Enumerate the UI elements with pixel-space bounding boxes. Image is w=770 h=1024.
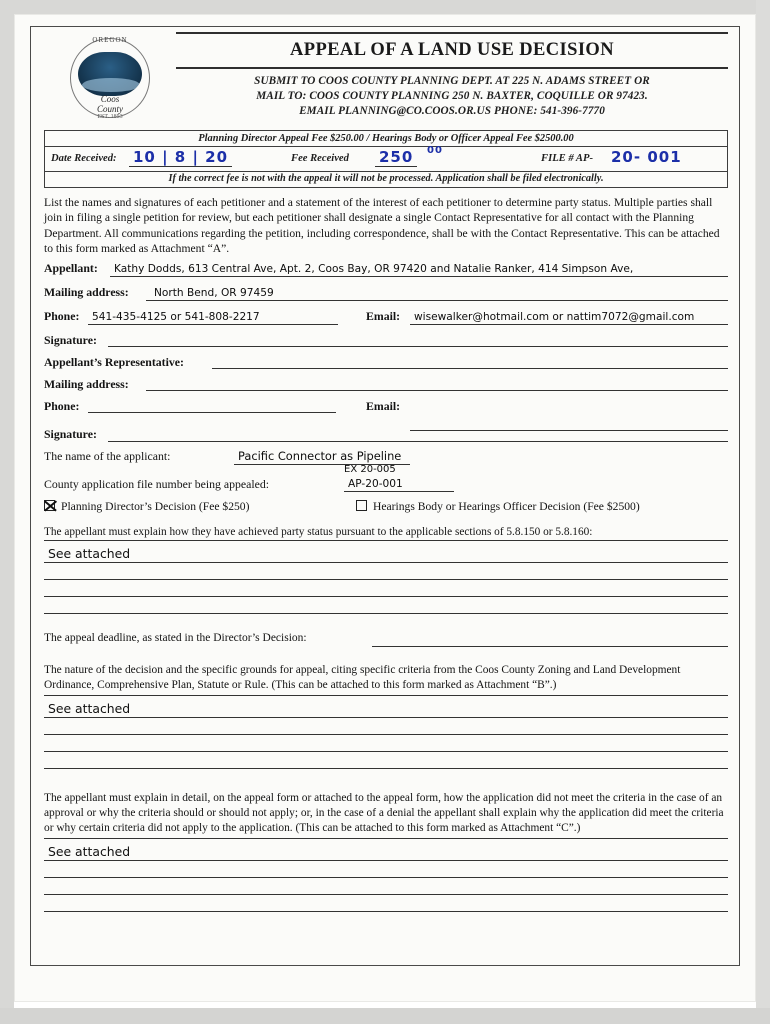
detail-note: The appellant must explain in detail, on the appeal form or attached to the appeal form, how the application did not meet the criteria in the case of an approval or why the criteria should or should not apply; or, in the case of a denial the appellant shall explain why the application did meet the criteria or why certain criteria did not apply to the application. (This can be attached to this form marked as Attachment “C”.)	[44, 791, 728, 839]
title-rule-bottom	[176, 67, 728, 69]
party-status-answer[interactable]: See attached	[48, 545, 131, 561]
email-value[interactable]: wisewalker@hotmail.com or nattim7072@gmail.com	[414, 310, 695, 323]
decision-type-options	[44, 498, 728, 520]
rep-signature-label: Signature:	[44, 426, 97, 441]
form-content	[44, 30, 728, 912]
rep-email-label: Email:	[366, 398, 401, 413]
seal-bottom-text: EST. 1853	[97, 114, 123, 120]
nature-note: The nature of the decision and the specific grounds for appeal, citing specific criteria from the Coos County Zoning and Land Development Ordinance, Comprehensive Plan, Statute or Rule. (This can be attached to this form marked as Attachment “B”.)	[44, 663, 728, 696]
page-title: APPEAL OF A LAND USE DECISION	[290, 40, 614, 60]
hearings-body-label: Hearings Body or Hearings Officer Decision (Fee $2500)	[373, 499, 640, 513]
mailing-address-field	[44, 281, 728, 305]
planning-director-option[interactable]	[44, 500, 249, 513]
intro-paragraph: List the names and signatures of each petitioner and a statement of the interest of each petitioner to determine party status. Multiple parties shall join in filing a single petition for review, but each petitioner shall designate a single Contact Representative for all contact with the Planning Department. All communications regarding the petition, including correspondence, shall be with the Contact Representative. This can be attached to this form marked as Attachment “A”.	[44, 196, 720, 256]
detail-blank-1[interactable]	[44, 877, 728, 878]
fee-box-row	[45, 147, 727, 171]
title-block	[176, 32, 728, 119]
phone-email-field	[44, 305, 728, 329]
fee-received-superscript: 00	[427, 145, 443, 156]
county-file-label: County application file number being appealed:	[44, 476, 270, 491]
nature-answer-row	[44, 696, 728, 718]
date-received-label: Date Received:	[51, 153, 117, 164]
party-status-answer-row	[44, 541, 728, 563]
fee-box-header: Planning Director Appeal Fee $250.00 / Hearings Body or Officer Appeal Fee $2500.00	[198, 133, 574, 144]
party-status-blank-1[interactable]	[44, 579, 728, 580]
planning-director-checkbox[interactable]	[44, 500, 55, 511]
representative-field	[44, 351, 728, 373]
applicant-name-sub-value[interactable]: EX 20-005	[344, 463, 396, 475]
signature-field	[44, 329, 728, 351]
hearings-body-option[interactable]	[356, 500, 640, 513]
nature-blank-1[interactable]	[44, 734, 728, 735]
appeal-deadline-field	[44, 630, 728, 650]
rep-signature-field	[44, 417, 728, 445]
title-rule-top	[176, 32, 728, 34]
party-status-note-wrap	[44, 526, 728, 541]
nature-answer[interactable]: See attached	[48, 700, 131, 716]
file-number-label: FILE # AP-	[541, 153, 593, 164]
page-edge-bottom	[0, 1008, 770, 1024]
page-edge-left	[0, 0, 14, 1024]
mailing-address-label: Mailing address:	[44, 284, 129, 299]
representative-label: Appellant’s Representative:	[44, 354, 184, 369]
fee-received-value: 250	[375, 148, 417, 167]
party-status-note: The appellant must explain how they have achieved party status pursuant to the applicable sections of 5.8.150 or 5.8.160:	[44, 525, 593, 538]
nature-blank-3[interactable]	[44, 768, 728, 769]
appeal-deadline-label: The appeal deadline, as stated in the Director’s Decision:	[44, 631, 307, 644]
mailing-address-value[interactable]: North Bend, OR 97459	[154, 286, 274, 299]
file-number-value: 20- 001	[611, 148, 682, 166]
fee-received-label: Fee Received	[291, 153, 349, 164]
fee-box-footer: If the correct fee is not with the appeal it will not be processed. Application shall be filed electronically.	[45, 171, 727, 184]
applicant-name-field	[44, 445, 728, 475]
appellant-value[interactable]: Kathy Dodds, 613 Central Ave, Apt. 2, Coos Bay, OR 97420 and Natalie Ranker, 414 Simpson Ave,	[114, 262, 634, 275]
county-file-number-field	[44, 469, 728, 495]
party-status-blank-3[interactable]	[44, 613, 728, 614]
phone-label: Phone:	[44, 308, 80, 323]
appellant-field	[44, 257, 728, 281]
detail-blank-2[interactable]	[44, 894, 728, 895]
phone-value[interactable]: 541-435-4125 or 541-808-2217	[92, 310, 260, 323]
nature-blank-2[interactable]	[44, 751, 728, 752]
appellant-label: Appellant:	[44, 260, 98, 275]
submit-line-3: EMAIL PLANNING@CO.COOS.OR.US PHONE: 541-396-7770	[299, 105, 605, 117]
date-received-value: 10 | 8 | 20	[129, 148, 232, 167]
rep-mailing-address-label: Mailing address:	[44, 376, 129, 391]
detail-answer-row	[44, 839, 728, 861]
seal-mid-text-2: County	[97, 104, 123, 114]
county-file-value[interactable]: AP-20-001	[348, 477, 403, 490]
form-header	[44, 30, 728, 126]
email-label: Email:	[366, 308, 401, 323]
detail-answer[interactable]: See attached	[48, 843, 131, 859]
applicant-name-label: The name of the applicant:	[44, 448, 171, 463]
page-edge-right	[756, 0, 770, 1024]
seal-mid-text-1: Coos	[100, 94, 120, 104]
applicant-name-value[interactable]: Pacific Connector as Pipeline	[238, 448, 402, 463]
submit-line-1: SUBMIT TO COOS COUNTY PLANNING DEPT. AT 225 N. ADAMS STREET OR	[254, 75, 650, 87]
signature-label: Signature:	[44, 332, 97, 347]
party-status-blank-2[interactable]	[44, 596, 728, 597]
hearings-body-checkbox[interactable]	[356, 500, 367, 511]
page-edge-top	[0, 0, 770, 14]
fee-box	[44, 130, 728, 188]
detail-blank-3[interactable]	[44, 911, 728, 912]
planning-director-label: Planning Director’s Decision (Fee $250)	[61, 499, 250, 513]
seal-top-text: OREGON	[92, 36, 128, 44]
submit-line-2: MAIL TO: COOS COUNTY PLANNING 250 N. BAXTER, COQUILLE OR 97423.	[256, 90, 648, 102]
rep-phone-label: Phone:	[44, 398, 80, 413]
coos-county-seal-icon	[64, 36, 156, 120]
rep-phone-email-field	[44, 395, 728, 417]
rep-mailing-address-field	[44, 373, 728, 395]
